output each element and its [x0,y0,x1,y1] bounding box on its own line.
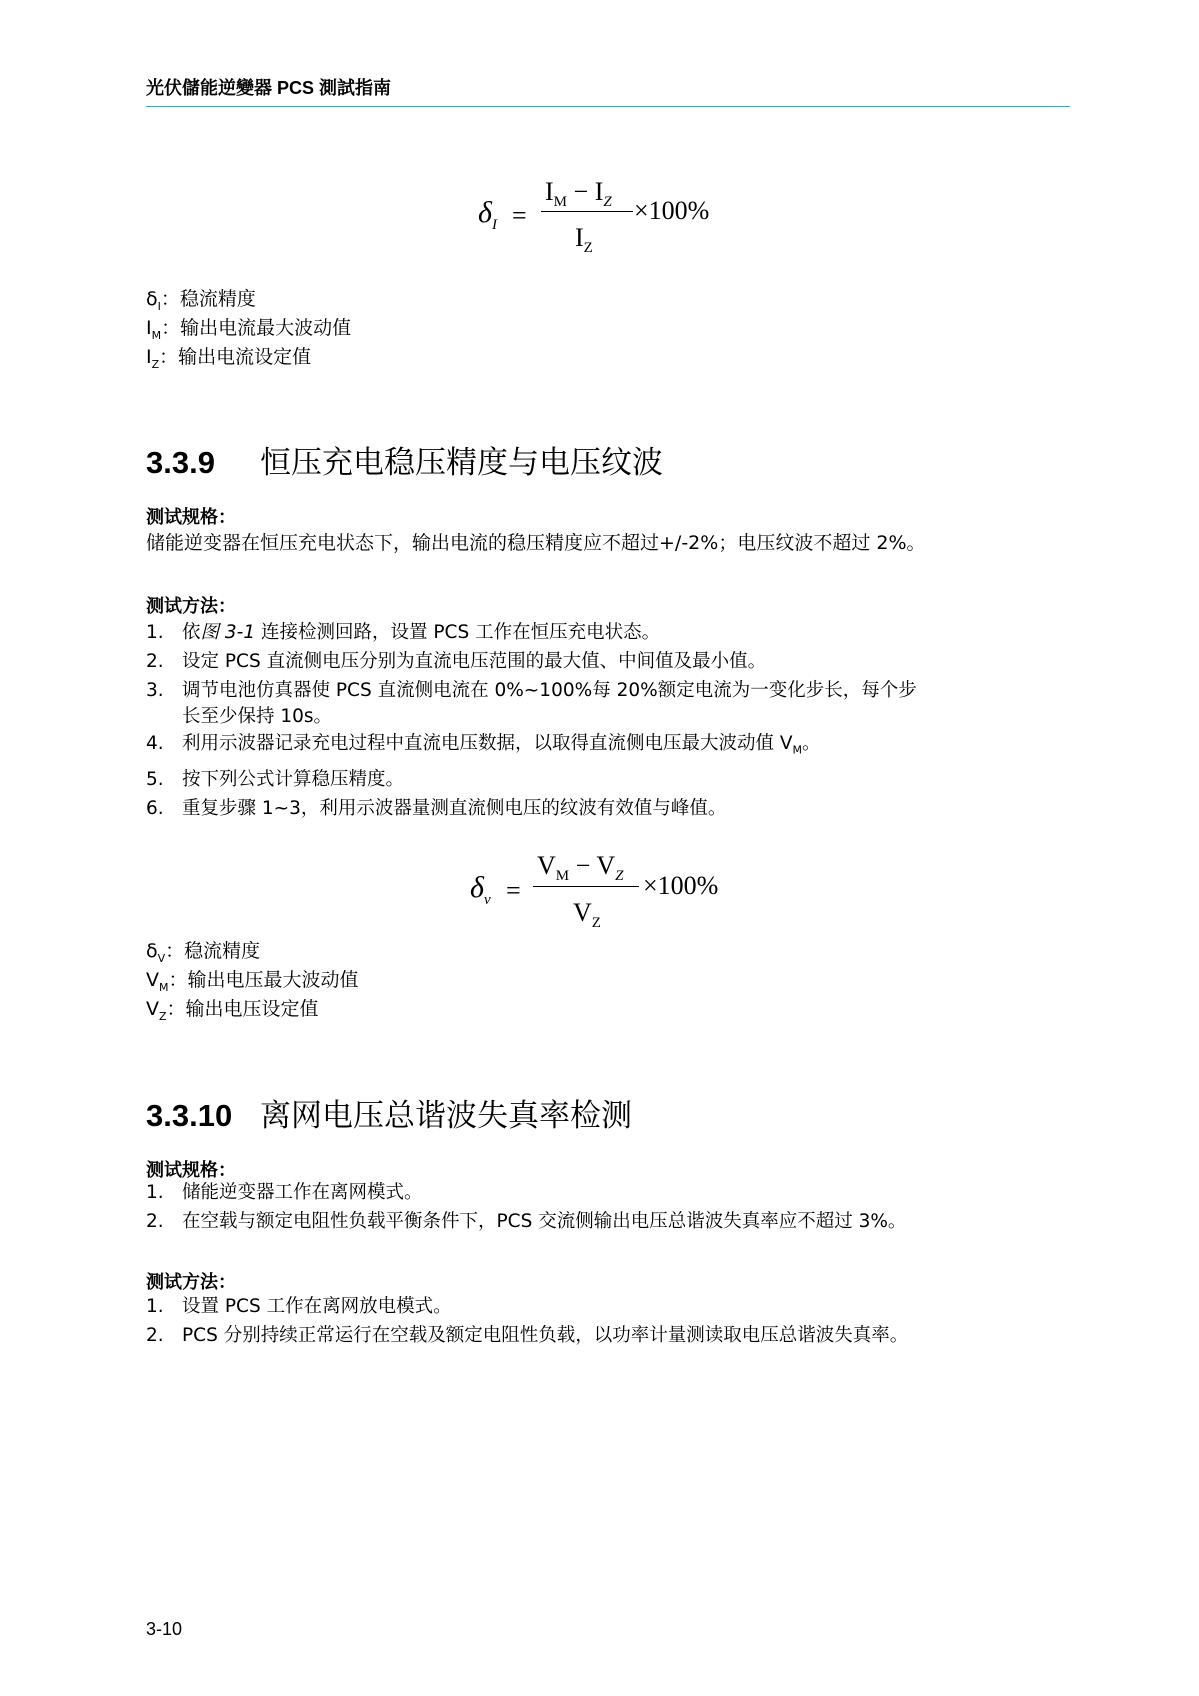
definition-v-m: $V_M$：输出电压最大波动值 [146,969,359,994]
method-steps-list [146,1292,908,1350]
definition-delta-v: $\delta_V$：稳流精度 [146,940,261,965]
method-steps-list [146,618,917,823]
page-header: 光伏儲能逆變器 PCS 測試指南 [146,78,392,98]
definition-i-z: $I_Z$：输出电流设定值 [146,346,312,371]
list-item: 2. 设定 PCS 直流侧电压分别为直流电压范围的最大值、中间值及最小值。 [146,651,767,672]
fraction-bar [541,211,633,212]
definition-delta-i: $\delta_I$：稳流精度 [146,288,256,313]
method-heading: 测试方法： [146,1272,236,1293]
header-divider [146,106,1070,107]
section-heading-3-3-9: 3.3.9 恒压充电稳压精度与电压纹波 [146,445,663,481]
spec-items-list [146,1178,906,1236]
list-item: 1. 设置 PCS 工作在离网放电模式。 [146,1296,452,1317]
fraction-bar [533,886,639,887]
method-heading: 测试方法： [146,596,236,617]
page-number: 3-10 [146,1619,183,1639]
list-item: 2. PCS 分别持续正常运行在空载及额定电阻性负载，以功率计量测读取电压总谐波失真率。 [146,1325,909,1346]
list-item: 6. 重复步骤 1~3，利用示波器量测直流侧电压的纹波有效值与峰值。 [146,797,727,819]
spec-heading: 测试规格： [146,507,236,528]
definition-i-m: $I_M$：输出电流最大波动值 [146,317,352,342]
list-item: 2. 在空载与额定电阻性负载平衡条件下，PCS 交流侧输出电压总谐波失真率应不超过 3%。 [146,1211,907,1232]
list-item: 3. 调节电池仿真器使 PCS 直流侧电流在 0%~100%每 20%额定电流为一变化步长，每个步 长至少保持 10s。 [146,680,917,727]
spec-text: 储能逆变器在恒压充电状态下，输出电流的稳压精度应不超过+/-2%；电压纹波不超过 2%。 [146,532,926,554]
list-item: 4. 利用示波器记录充电过程中直流电压数据，以取得直流侧电压最大波动值 $V_M$。 [146,733,821,757]
section-heading-3-3-10: 3.3.10 离网电压总谐波失真率检测 [146,1098,632,1134]
list-item: 1. 储能逆变器工作在离网模式。 [146,1182,423,1203]
list-item: 1. 依图 3-1 连接检测回路，设置 PCS 工作在恒压充电状态。 [146,622,661,643]
list-item: 5. 按下列公式计算稳压精度。 [146,768,405,790]
definition-v-z: $V_Z$：输出电压设定值 [146,998,319,1023]
spec-heading: 测试规格： [146,1160,236,1181]
